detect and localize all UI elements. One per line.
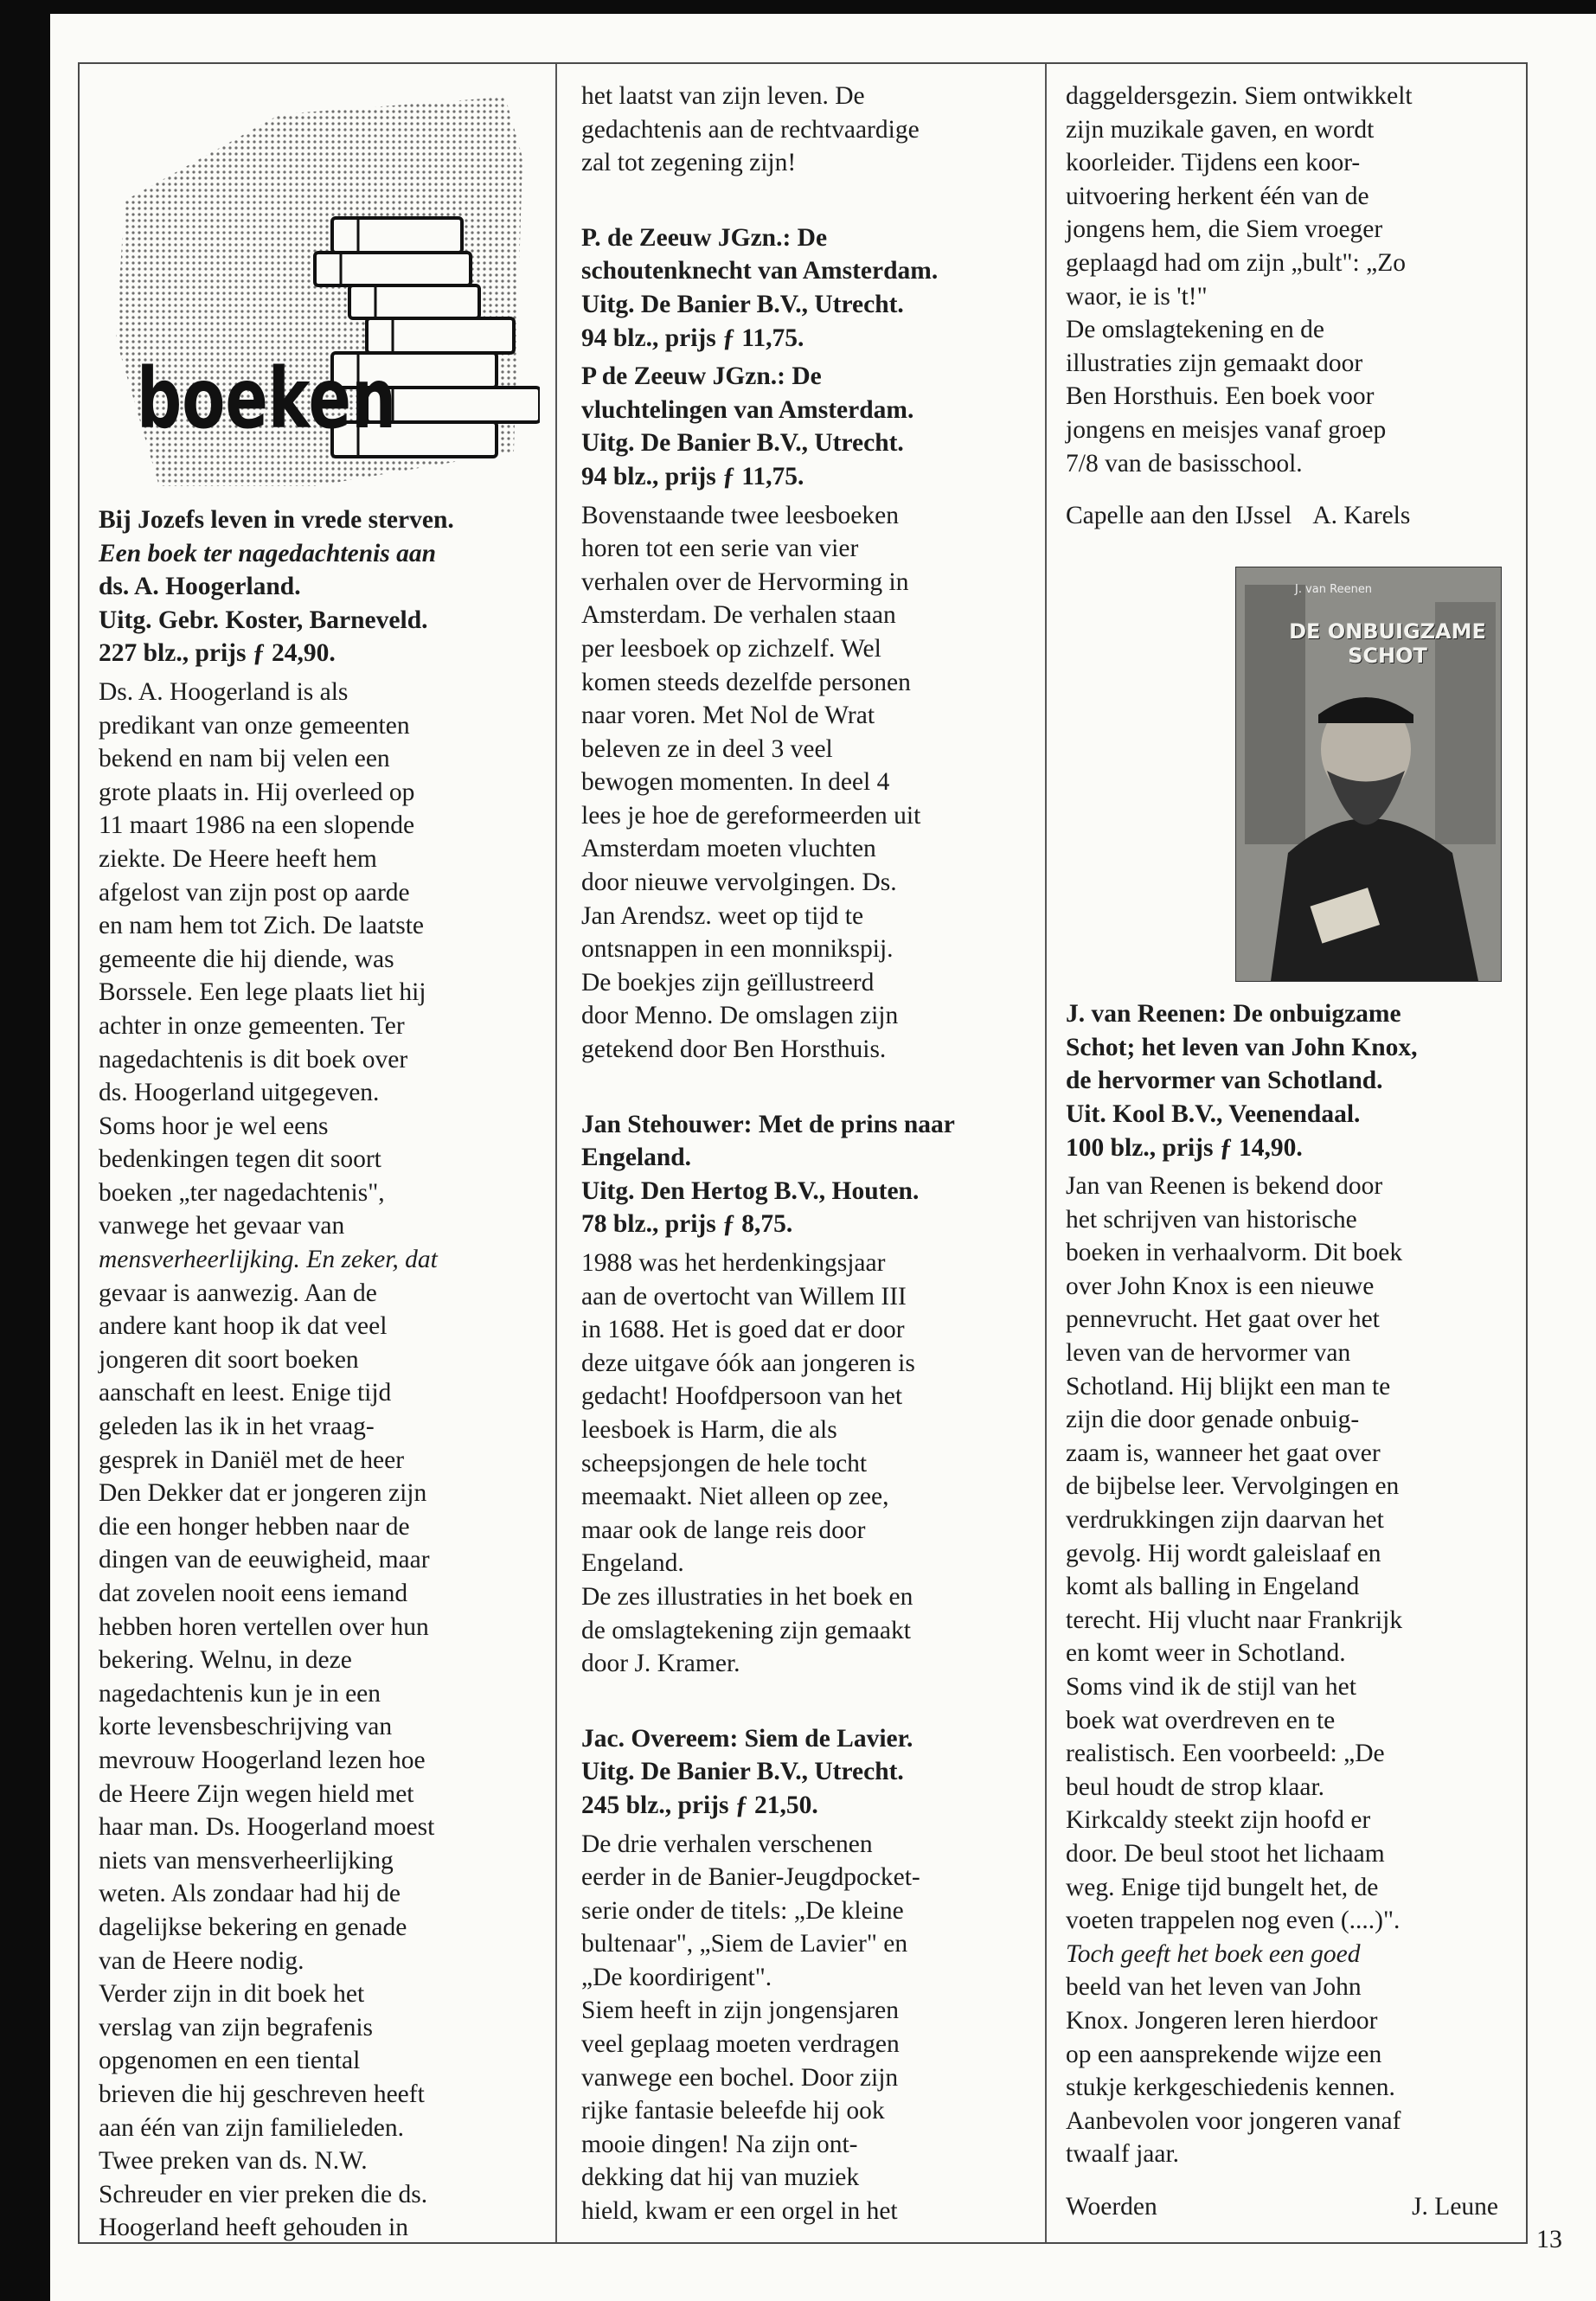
boeken-logo <box>107 80 540 495</box>
text-line: Ben Horsthuis. Een boek voor <box>1066 382 1375 411</box>
text-line: het schrijven van historische <box>1066 1205 1357 1234</box>
text-line: naar voren. Met Nol de Wrat <box>581 702 875 730</box>
left-black-margin <box>0 0 50 2301</box>
text-line: aan één van zijn familieleden. <box>99 2113 405 2142</box>
text-line: bekering. Welnu, in deze <box>99 1646 352 1675</box>
text-line: haar man. Ds. Hoogerland moest <box>99 1813 435 1842</box>
text-line: bekend en nam bij velen een <box>99 745 390 773</box>
text-line: gedachtenis aan de rechtvaardige <box>581 115 920 144</box>
heading-line: Een boek ter nagedachtenis aan <box>99 539 437 567</box>
heading-line: 227 blz., prijs ƒ 24,90. <box>99 639 336 668</box>
text-line: afgelost van zijn post op aarde <box>99 878 410 907</box>
text-line: geleden las ik in het vraag- <box>99 1413 375 1441</box>
text-line: Uitg. De Banier B.V., Utrecht. <box>581 1758 904 1786</box>
text-line: zijn die door genade onbuig- <box>1066 1406 1360 1434</box>
text-line: 245 blz., prijs ƒ 21,50. <box>581 1791 818 1819</box>
text-line: Engeland. <box>581 1549 684 1578</box>
top-black-rule <box>0 0 1596 14</box>
review4-heading <box>581 1722 1031 1823</box>
text-line: Kirkcaldy steekt zijn hoofd er <box>1066 1806 1371 1835</box>
text-line: lees je hoe de gereformeerden uit <box>581 801 921 830</box>
text-line: verdrukkingen zijn daarvan het <box>1066 1506 1384 1535</box>
text-line: aan de overtocht van Willem III <box>581 1282 907 1311</box>
text-line: achter in onze gemeenten. Ter <box>99 1011 405 1040</box>
continuation-text <box>581 80 1031 180</box>
text-line: ds. Hoogerland uitgegeven. <box>99 1079 380 1107</box>
text-line: maar ook de lange reis door <box>581 1516 866 1544</box>
text-line: dekking dat hij van muziek <box>581 2163 860 2192</box>
book-cover-image <box>1235 567 1502 982</box>
text-line: zal tot zegening zijn! <box>581 149 797 177</box>
text-line: Uitg. De Banier B.V., Utrecht. <box>581 429 904 458</box>
text-line: boeken in verhaalvorm. Dit boek <box>1066 1239 1403 1267</box>
text-line: leven van de hervormer van <box>1066 1339 1351 1368</box>
text-line: over John Knox is een nieuwe <box>1066 1272 1375 1300</box>
continuation-text <box>1066 80 1516 480</box>
text-line: vluchtelingen van Amsterdam. <box>581 395 914 424</box>
text-line: komt als balling in Engeland <box>1066 1573 1360 1601</box>
text-line: door J. Kramer. <box>581 1650 740 1678</box>
text-line: Schotland. Hij blijkt een man te <box>1066 1372 1391 1400</box>
text-line: de hervormer van Schotland. <box>1066 1067 1383 1095</box>
text-line: 94 blz., prijs ƒ 11,75. <box>581 462 804 490</box>
text-line: Engeland. <box>581 1144 692 1172</box>
text-line: beleven ze in deel 3 veel <box>581 734 833 763</box>
text-line: P. de Zeeuw JGzn.: De <box>581 223 828 252</box>
text-line: vanwege het gevaar van <box>99 1212 345 1240</box>
text-line: Knox. Jongeren leren hierdoor <box>1066 2006 1378 2035</box>
review3-body <box>581 1247 1031 1681</box>
text-line: mensverheerlijking. En zeker, dat <box>99 1246 438 1274</box>
text-line: eerder in de Banier-Jeugdpocket- <box>581 1863 920 1892</box>
text-line: aanschaft en leest. Enige tijd <box>99 1379 392 1407</box>
text-line: pennevrucht. Het gaat over het <box>1066 1305 1380 1334</box>
logo-word: boeken <box>137 350 396 447</box>
text-line: Borssele. Een lege plaats liet hij <box>99 978 426 1007</box>
text-line: Schot; het leven van John Knox, <box>1066 1033 1418 1061</box>
text-line: de bijbelse leer. Vervolgingen en <box>1066 1472 1400 1501</box>
signature-name: A. Karels <box>1312 502 1411 530</box>
text-line: vanwege een bochel. Door zijn <box>581 2063 899 2092</box>
text-line: mooie dingen! Na zijn ont- <box>581 2130 858 2158</box>
text-line: de omslagtekening zijn gemaakt <box>581 1616 911 1644</box>
review2-body <box>581 499 1031 1067</box>
text-line: van de Heere nodig. <box>99 1946 304 1975</box>
text-line: jongeren dit soort boeken <box>99 1345 359 1374</box>
text-line: Jac. Overeem: Siem de Lavier. <box>581 1724 913 1753</box>
review2a-heading <box>581 221 1031 355</box>
text-line: J. van Reenen: De onbuigzame <box>1066 1000 1401 1029</box>
text-line: op een aansprekende wijze een <box>1066 2040 1382 2068</box>
review1-heading <box>99 503 548 670</box>
text-line: de Heere Zijn wegen hield met <box>99 1779 414 1808</box>
signature-place: Capelle aan den IJssel <box>1066 502 1292 530</box>
text-line: gesprek in Daniël met de heer <box>99 1445 405 1474</box>
text-line: Jan Arendsz. weet op tijd te <box>581 901 864 930</box>
page-number: 13 <box>1536 2225 1562 2253</box>
text-line: twaalf jaar. <box>1066 2140 1180 2169</box>
text-line: meemaakt. Niet alleen op zee, <box>581 1483 889 1511</box>
text-line: stukje kerkgeschiedenis kennen. <box>1066 2073 1395 2102</box>
review5-body <box>1066 1170 1516 2171</box>
review4-body <box>581 1828 1031 2228</box>
text-line: andere kant hoop ik dat veel <box>99 1312 388 1341</box>
text-line: weg. Enige tijd bungelt het, de <box>1066 1873 1379 1901</box>
text-line: De drie verhalen verschenen <box>581 1830 873 1858</box>
text-line: Siem heeft in zijn jongensjaren <box>581 1997 900 2025</box>
text-line: 1988 was het herdenkingsjaar <box>581 1249 886 1277</box>
column-1 <box>99 80 548 2245</box>
text-line: hebben horen vertellen over hun <box>99 1612 429 1641</box>
column-3 <box>1066 80 1516 2223</box>
text-line: dagelijkse bekering en genade <box>99 1913 407 1941</box>
review1-body <box>99 676 548 2245</box>
text-line: korte levensbeschrijving van <box>99 1713 393 1741</box>
text-line: waor, ie is 't!" <box>1066 282 1208 311</box>
column-2 <box>581 80 1031 2228</box>
signature-leune <box>1066 2190 1498 2223</box>
text-line: dat zovelen nooit eens iemand <box>99 1580 408 1607</box>
text-line: 11 maart 1986 na een slopende <box>99 811 415 840</box>
text-line: deze uitgave óók aan jongeren is <box>581 1349 915 1377</box>
text-line: brieven die hij geschreven heeft <box>99 2080 425 2108</box>
text-line: in 1688. Het is goed dat er door <box>581 1316 905 1344</box>
text-line: beeld van het leven van John <box>1066 1973 1362 2002</box>
text-line: Uit. Kool B.V., Veenendaal. <box>1066 1099 1361 1128</box>
text-line: Ds. A. Hoogerland is als <box>99 677 349 706</box>
signature-place: Woerden <box>1066 2192 1157 2221</box>
text-line: Twee preken van ds. N.W. <box>99 2147 368 2176</box>
book-stack-icon <box>107 80 540 495</box>
text-line: verhalen over de Hervorming in <box>581 567 909 596</box>
heading-line: Bij Jozefs leven in vrede sterven. <box>99 506 454 534</box>
text-line: P de Zeeuw JGzn.: De <box>581 362 822 391</box>
text-line: ontsnappen in een monnikspij. <box>581 935 894 964</box>
review2b-heading <box>581 360 1031 493</box>
text-line: Jan Stehouwer: Met de prins naar <box>581 1110 955 1138</box>
column-divider-1 <box>555 64 557 2242</box>
text-line: zaam is, wanneer het gaat over <box>1066 1439 1381 1467</box>
text-line: 94 blz., prijs ƒ 11,75. <box>581 324 804 352</box>
text-line: Bovenstaande twee leesboeken <box>581 501 899 529</box>
text-line: nagedachtenis is dit boek over <box>99 1045 408 1074</box>
heading-line: ds. A. Hoogerland. <box>99 573 301 601</box>
text-line: Toch geeft het boek een goed <box>1066 1939 1361 1968</box>
text-line: gevaar is aanwezig. Aan de <box>99 1279 377 1307</box>
review3-heading <box>581 1108 1031 1241</box>
text-line: jongens en meisjes vanaf groep <box>1066 415 1387 444</box>
text-line: rijke fantasie beleefde hij ook <box>581 2097 885 2125</box>
text-line: Amsterdam moeten vluchten <box>581 835 876 863</box>
text-line: daggeldersgezin. Siem ontwikkelt <box>1066 82 1413 110</box>
text-line: hield, kwam er een orgel in het <box>581 2197 898 2226</box>
text-line: Uitg. Den Hertog B.V., Houten. <box>581 1176 920 1205</box>
text-line: realistisch. Een voorbeeld: „De <box>1066 1740 1385 1768</box>
text-line: dingen van de eeuwigheid, maar <box>99 1546 430 1574</box>
text-line: per leesboek op zichzelf. Wel <box>581 634 881 663</box>
text-line: horen tot een serie van vier <box>581 535 859 563</box>
text-line: Soms hoor je wel eens <box>99 1112 329 1140</box>
text-line: en komt weer in Schotland. <box>1066 1639 1346 1668</box>
text-line: 100 blz., prijs ƒ 14,90. <box>1066 1133 1303 1162</box>
text-line: gemeente die hij diende, was <box>99 945 394 973</box>
text-line: 78 blz., prijs ƒ 8,75. <box>581 1210 793 1239</box>
text-line: Uitg. De Banier B.V., Utrecht. <box>581 290 904 318</box>
text-line: beul houdt de strop klaar. <box>1066 1772 1325 1801</box>
text-line: en nam hem tot Zich. De laatste <box>99 912 424 940</box>
text-line: door. De beul stoot het lichaam <box>1066 1839 1385 1868</box>
text-line: bedenkingen tegen dit soort <box>99 1145 381 1174</box>
text-line: door Menno. De omslagen zijn <box>581 1002 899 1030</box>
text-line: illustraties zijn gemaakt door <box>1066 349 1363 377</box>
text-line: De boekjes zijn geïllustreerd <box>581 968 875 997</box>
text-line: weten. Als zondaar had hij de <box>99 1880 401 1908</box>
text-line: scheepsjongen de hele tocht <box>581 1449 868 1477</box>
text-line: De omslagtekening en de <box>1066 316 1325 344</box>
heading-line: Uitg. Gebr. Koster, Barneveld. <box>99 606 428 634</box>
text-line: Schreuder en vier preken die ds. <box>99 2180 428 2208</box>
text-line: geplaagd had om zijn „bult": „Zo <box>1066 248 1406 277</box>
text-line: bultenaar", „Siem de Lavier" en <box>581 1930 908 1958</box>
signature-karels <box>1066 499 1516 532</box>
text-line: ziekte. De Heere heeft hem <box>99 844 377 873</box>
text-line: uitvoering herkent één van de <box>1066 182 1369 210</box>
text-line: 7/8 van de basisschool. <box>1066 449 1303 478</box>
text-line: Den Dekker dat er jongeren zijn <box>99 1479 427 1508</box>
text-line: voeten trappelen nog even (....)". <box>1066 1907 1401 1935</box>
text-line: die een honger hebben naar de <box>99 1512 410 1541</box>
text-line: verslag van zijn begrafenis <box>99 2013 373 2041</box>
cover-title: DE ONBUIGZAME SCHOT <box>1289 619 1486 669</box>
text-line: het laatst van zijn leven. De <box>581 82 865 110</box>
text-line: gedacht! Hoofdpersoon van het <box>581 1382 903 1411</box>
text-line: komen steeds dezelfde personen <box>581 668 911 696</box>
text-line: Amsterdam. De verhalen staan <box>581 601 896 630</box>
text-line: jongens hem, die Siem vroeger <box>1066 215 1383 244</box>
cover-author: J. van Reenen <box>1295 583 1373 597</box>
text-line: serie onder de titels: „De kleine <box>581 1896 904 1925</box>
text-line: leesboek is Harm, die als <box>581 1415 837 1444</box>
text-line: zijn muzikale gaven, en wordt <box>1066 115 1375 144</box>
text-line: boek wat overdreven en te <box>1066 1706 1336 1734</box>
column-divider-2 <box>1045 64 1047 2242</box>
text-line: door nieuwe vervolgingen. Ds. <box>581 868 897 897</box>
signature-name: J. Leune <box>1412 2192 1498 2221</box>
text-line: niets van mensverheerlijking <box>99 1846 394 1875</box>
text-line: opgenomen en een tiental <box>99 2047 361 2075</box>
text-line: Aanbevolen voor jongeren vanaf <box>1066 2106 1401 2135</box>
text-line: Hoogerland heeft gehouden in <box>99 2214 408 2242</box>
text-line: boeken „ter nagedachtenis", <box>99 1178 385 1207</box>
text-line: gevolg. Hij wordt galeislaaf en <box>1066 1539 1381 1567</box>
review5-heading <box>1066 997 1516 1164</box>
text-line: Jan van Reenen is bekend door <box>1066 1172 1383 1201</box>
text-line: terecht. Hij vlucht naar Frankrijk <box>1066 1606 1403 1634</box>
text-line: veel geplaag moeten verdragen <box>581 2030 900 2059</box>
text-line: predikant van onze gemeenten <box>99 711 410 740</box>
text-line: „De koordirigent". <box>581 1963 772 1991</box>
text-line: mevrouw Hoogerland lezen hoe <box>99 1746 426 1774</box>
text-line: Verder zijn in dit boek het <box>99 1980 365 2009</box>
text-line: getekend door Ben Horsthuis. <box>581 1035 887 1064</box>
text-line: De zes illustraties in het boek en <box>581 1582 913 1611</box>
text-line: bewogen momenten. In deel 4 <box>581 768 890 797</box>
text-line: nagedachtenis kun je in een <box>99 1679 381 1708</box>
text-line: grote plaats in. Hij overleed op <box>99 778 415 806</box>
text-line: schoutenknecht van Amsterdam. <box>581 257 939 285</box>
text-line: koorleider. Tijdens een koor- <box>1066 149 1361 177</box>
text-line: Soms vind ik de stijl van het <box>1066 1673 1356 1701</box>
